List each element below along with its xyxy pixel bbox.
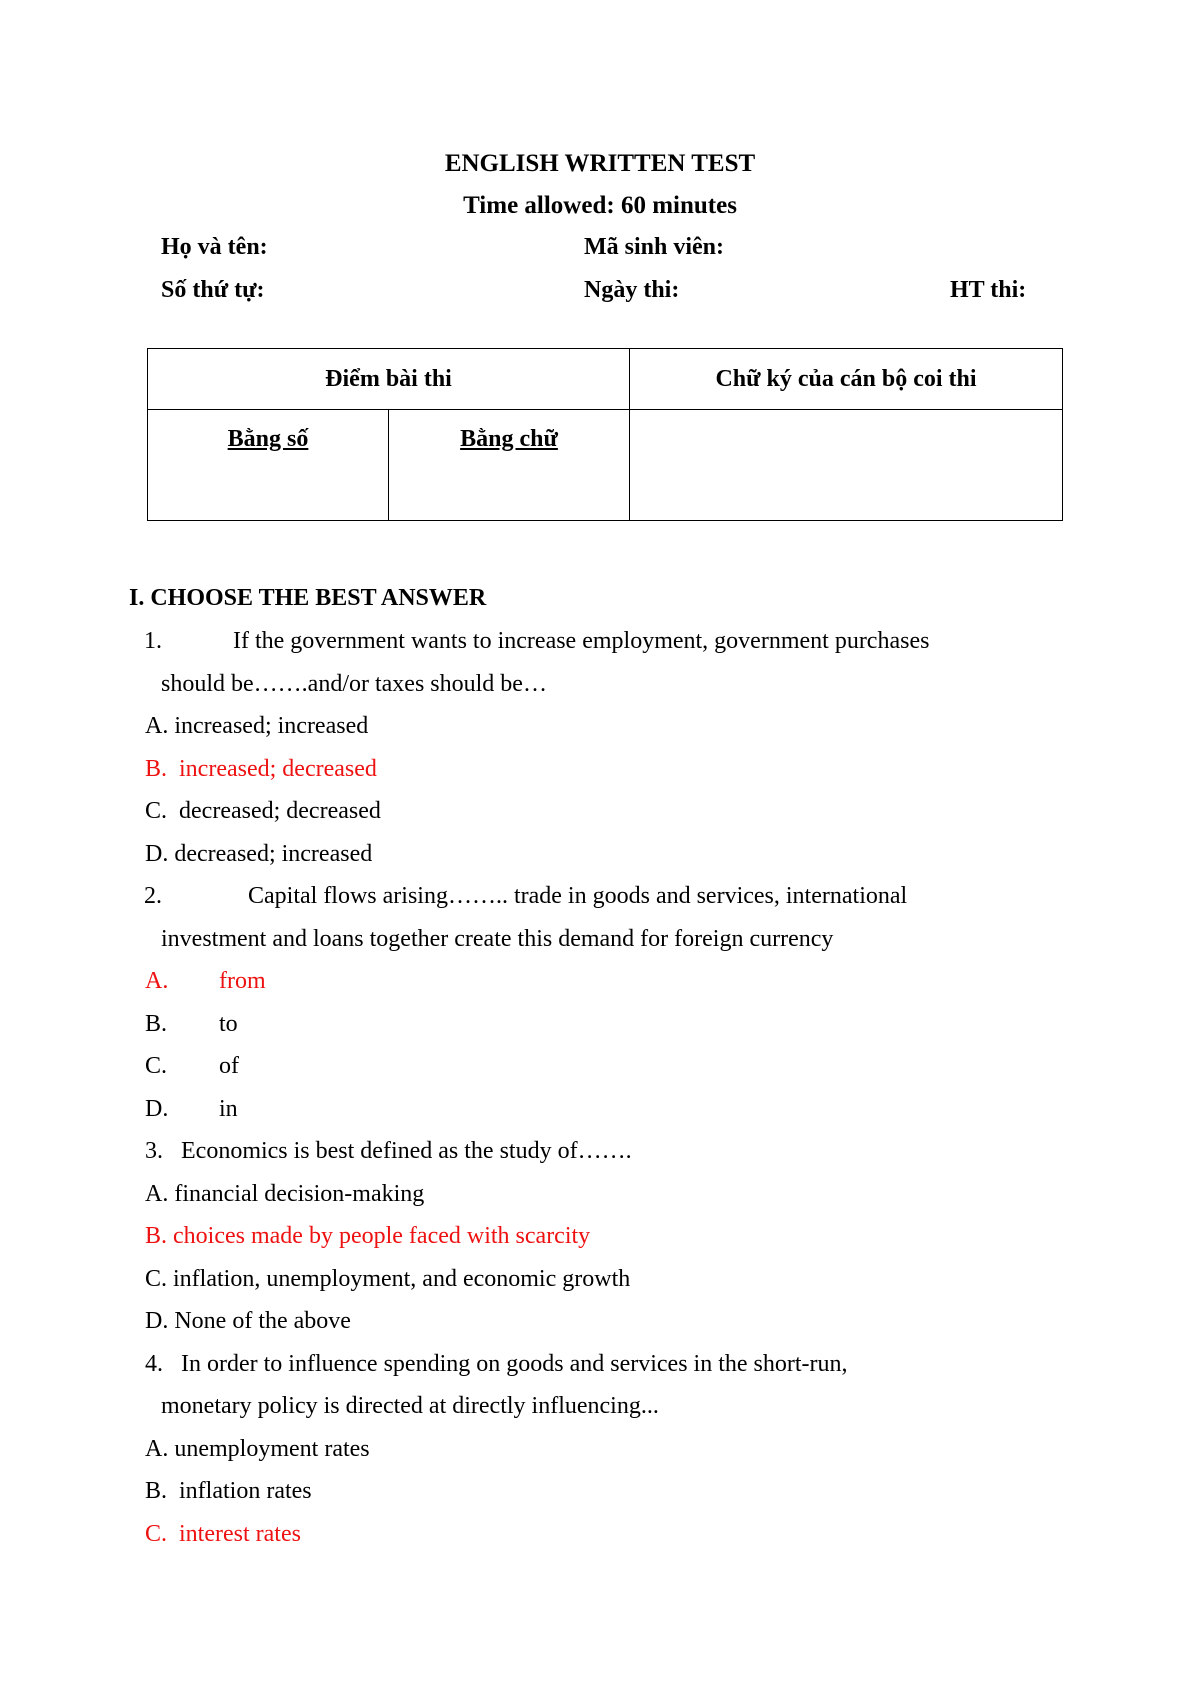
answer-option-correct: B. increased; decreased: [145, 756, 377, 782]
answer-option: D. in: [145, 1096, 238, 1122]
question-line: [145, 1138, 632, 1165]
answer-option-correct: B. choices made by people faced with scarcity: [145, 1223, 591, 1249]
exam-form-label: HT thi:: [950, 277, 1027, 303]
score-in-numbers-label: Bằng số: [227, 426, 309, 452]
question-number: 1.: [144, 628, 162, 654]
signature-cell: [630, 410, 1063, 521]
student-id-label: Mã sinh viên:: [584, 234, 725, 260]
answer-option-correct: C. interest rates: [145, 1521, 301, 1547]
question-text-continued: should be…….and/or taxes should be…: [161, 671, 547, 697]
question-line: [145, 1351, 848, 1378]
question-text-continued: investment and loans together create this demand for foreign currency: [161, 926, 834, 952]
question-number: 4.: [145, 1351, 163, 1377]
exam-date-label: Ngày thi:: [584, 277, 680, 303]
answer-option: A. increased; increased: [145, 713, 369, 739]
name-label: Họ và tên:: [161, 234, 268, 260]
answer-option: C. inflation, unemployment, and economic growth: [145, 1266, 631, 1292]
question-text: Economics is best defined as the study of…….: [181, 1138, 632, 1164]
answer-option: A. unemployment rates: [145, 1436, 370, 1462]
order-number-label: Số thứ tự:: [161, 277, 265, 303]
question-text-continued: monetary policy is directed at directly influencing...: [161, 1393, 659, 1419]
answer-option: B. inflation rates: [145, 1478, 312, 1504]
score-in-words-cell: [389, 410, 630, 521]
test-title: ENGLISH WRITTEN TEST: [444, 150, 756, 177]
answer-option: D. decreased; increased: [145, 841, 373, 867]
question-number: 3.: [145, 1138, 163, 1164]
question-text: In order to influence spending on goods and services in the short-run,: [181, 1351, 848, 1377]
answer-option: C. of: [145, 1053, 239, 1079]
question-text: Capital flows arising…….. trade in goods and services, international: [248, 883, 908, 909]
question-number: 2.: [144, 883, 162, 909]
answer-option-correct: A. from: [145, 968, 266, 994]
answer-option: D. None of the above: [145, 1308, 351, 1334]
score-in-numbers-cell: [148, 410, 389, 521]
answer-option: B. to: [145, 1011, 238, 1037]
answer-option: A. financial decision-making: [145, 1181, 425, 1207]
answer-option: C. decreased; decreased: [145, 798, 381, 824]
score-table: [147, 348, 1063, 521]
section-title: I. CHOOSE THE BEST ANSWER: [129, 585, 487, 611]
score-in-words-label: Bằng chữ: [460, 426, 558, 452]
question-text: If the government wants to increase employment, government purchases: [233, 628, 930, 654]
time-allowed: Time allowed: 60 minutes: [463, 192, 737, 219]
signature-header: Chữ ký của cán bộ coi thi: [630, 349, 1063, 410]
score-header: Điểm bài thi: [148, 349, 630, 410]
